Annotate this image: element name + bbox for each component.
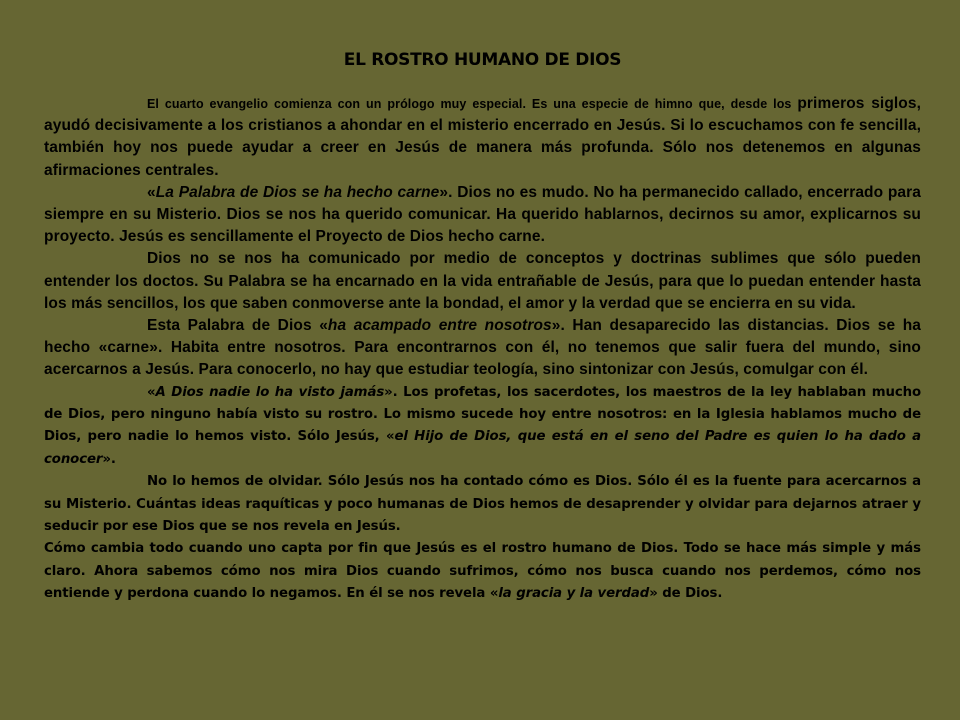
paragraph-7-text: Cómo cambia todo cuando uno capta por fin que Jesús es el rostro humano de Dios. Todo se hace más simple y más claro. Ahora sabemos cómo nos mira Dios cuando sufrimos, cómo nos busca cuando nos perdemos, cómo nos entiende y perdona cuando lo negamos. En él se nos revela « bbox=[44, 541, 921, 602]
paragraph-6-text: No lo hemos de olvidar. Sólo Jesús nos ha contado cómo es Dios. Sólo él es la fuente para acercarnos a su Misterio. Cuántas ideas raquíticas y poco humanas de Dios hemos de desaprender y olvidar para dejarnos atraer y seducir por ese Dios que se nos revela en Jesús. bbox=[44, 474, 921, 535]
paragraph-5 bbox=[44, 382, 921, 472]
paragraph-7 bbox=[44, 538, 921, 605]
paragraph-5-close: ». bbox=[102, 451, 116, 467]
paragraph-2-quote: La Palabra de Dios se ha hecho carne bbox=[155, 183, 440, 201]
paragraph-7-quote: la gracia y la verdad bbox=[498, 586, 650, 602]
paragraph-4 bbox=[44, 315, 921, 382]
paragraph-2 bbox=[44, 182, 921, 249]
paragraph-1-lead: El cuarto evangelio comienza con un prólogo muy especial. Es una especie de himno que, desde los bbox=[147, 97, 798, 111]
page-title: EL ROSTRO HUMANO DE DIOS bbox=[343, 50, 622, 70]
text-body bbox=[44, 93, 921, 606]
paragraph-5-open: « bbox=[147, 384, 156, 400]
paragraph-2-open: « bbox=[147, 183, 156, 201]
slide bbox=[44, 48, 921, 714]
paragraph-4-quote: ha acampado entre nosotros bbox=[327, 317, 552, 335]
paragraph-2-text: ». Dios no es mudo. No ha permanecido callado, encerrado para siempre en su Misterio. Dios se nos ha querido comunicar. Ha querido hablarnos, decirnos su amor, explicarnos su proyecto. Jesús es sencillamente el Proyecto de Dios hecho carne. bbox=[44, 183, 921, 246]
paragraph-4-before: Esta Palabra de Dios « bbox=[147, 317, 328, 335]
paragraph-6 bbox=[44, 471, 921, 538]
paragraph-3 bbox=[44, 248, 921, 315]
paragraph-5-quote-2: el Hijo de Dios, que está en el seno del Padre es quien lo ha dado a conocer bbox=[44, 429, 921, 467]
paragraph-7-close: » de Dios. bbox=[649, 586, 723, 602]
paragraph-3-text: Dios no se nos ha comunicado por medio de conceptos y doctrinas sublimes que sólo pueden entender los doctos. Su Palabra se ha encarnado en la vida entrañable de Jesús, para que lo puedan entender hasta los más sencillos, los que saben conmoverse ante la bondad, el amor y la verdad que se encierra en su vida. bbox=[44, 250, 921, 312]
paragraph-1-text: primeros siglos, ayudó decisivamente a los cristianos a ahondar en el misterio encerrado en Jesús. Si lo escuchamos con fe sencilla, también hoy nos puede ayudar a creer en Jesús de manera más profunda. Sólo nos detenemos en algunas afirmaciones centrales. bbox=[44, 95, 921, 179]
paragraph-5-quote: A Dios nadie lo ha visto jamás bbox=[155, 384, 385, 400]
paragraph-5-middle: ». Los profetas, los sacerdotes, los maestros de la ley hablaban mucho de Dios, pero ninguno había visto su rostro. Lo mismo sucede hoy entre nosotros: en la Iglesia hablamos mucho de Dios, pero nadie lo hemos visto. Sólo Jesús, « bbox=[44, 384, 922, 445]
paragraph-4-text: ». Han desaparecido las distancias. Dios se ha hecho «carne». Habita entre nosotros. Para encontrarnos con él, no tenemos que salir fuera del mundo, sino acercarnos a Jesús. Para conocerlo, no hay que estudiar teología, sino sintonizar con Jesús, comulgar con él. bbox=[44, 317, 921, 379]
paragraph-1 bbox=[44, 93, 921, 182]
